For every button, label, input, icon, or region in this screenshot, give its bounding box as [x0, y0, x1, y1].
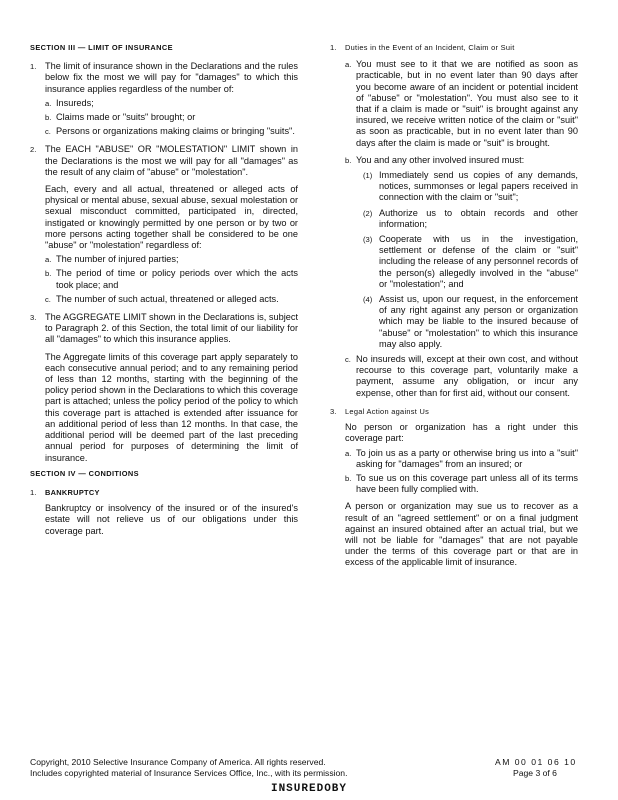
- sub-item: a. You must see to it that we are notified as soon as practicable, but in no event later than 90 days after you become aware of an incident or potential incident of "abuse" or "molestation". You must also see to it that if a claim is made or "suit" is brought against any insured, we receive written notice of the claim or "suit" as soon as practicable, but in no event later than 90 days after the claim is made or "suit" is brought.: [345, 59, 578, 148]
- sub-item: c. The number of such actual, threatened or alleged acts.: [45, 293, 279, 304]
- footer-copyright: [30, 757, 450, 778]
- page-number: Page 3 of 6: [513, 767, 557, 778]
- item-paragraph: A person or organization may sue us to recover as a result of an "agreed settlement" or on a final judgment against an insured obtained after an actual trial, but we will not be liable for "damages" that are not payable under the terms of this coverage part or that are in excess of the applicable limit of insurance.: [345, 501, 578, 568]
- sub-sub-item: (1) Immediately send us copies of any demands, notices, summonses or legal papers received in connection with the claim or "suit";: [363, 170, 578, 203]
- sub-item: c. No insureds will, except at their own cost, and without recourse to this coverage part, voluntarily make a payment, assume any obligation, or incur any expense, other than for first aid, without our consent.: [345, 354, 578, 398]
- item-number: 1.: [330, 43, 337, 52]
- left-column: [30, 42, 298, 541]
- sub-sub-item: (4) Assist us, upon our request, in the enforcement of any right against any person or organization which may be liable to the insured because of "abuse" or "molestation" to which this insurance may also apply.: [363, 294, 578, 349]
- sub-item: b. To sue us on this coverage part unless all of its terms have been fully complied with.: [345, 472, 578, 495]
- copyright-text: Copyright, 2010 Selective Insurance Company of America. All rights reserved.: [30, 757, 326, 767]
- item-paragraph: The Aggregate limits of this coverage part apply separately to each consecutive annual period; and to any remaining period of less than 12 months, starting with the beginning of the policy period shown in the Declarations to which this coverage part is attached; unless the policy period of the policy to which this coverage part is attached is extended after issuance for an additional period of less than 12 months. In that case, the additional period will be deemed part of the last preceding annual period for purposes of determining the limit of insurance.: [45, 351, 298, 463]
- sub-item: a. To join us as a party or otherwise bring us into a "suit" asking for "damages" from an insured; or: [345, 447, 578, 469]
- item-text: The EACH "ABUSE" OR "MOLESTATION" LIMIT shown in the Declarations is the most we will pay for all "damages" as the result of any claim of "abuse" or "molestation".: [45, 144, 298, 177]
- item-heading: BANKRUPTCY: [45, 487, 100, 497]
- item-text: Bankruptcy or insolvency of the insured or of the insured's estate will not relieve us of our obligations under this coverage part.: [45, 503, 298, 536]
- limit-item-3: [30, 312, 298, 464]
- condition-item-duties: [330, 42, 578, 402]
- sub-sub-item: (2) Authorize us to obtain records and other information;: [363, 207, 578, 229]
- limit-item-2: [30, 144, 298, 308]
- right-column: [330, 42, 578, 573]
- item-text: The AGGREGATE LIMIT shown in the Declarations is, subject to Paragraph 2. of this Section, the total limit of our liability for all "damages" to which this insurance applies.: [45, 312, 298, 345]
- item-paragraph: Each, every and all actual, threatened or alleged acts of physical or mental abuse, sexual abuse, sexual molestation or sexual misconduct committed, participated in, directed, instigated or knowingly permitted by one person or by two or more persons acting together shall be considered to be one "abuse" or "molestation" regardless of:: [45, 184, 298, 251]
- sub-item: b. The period of time or policy periods over which the acts took place; and: [45, 268, 298, 290]
- item-number: 3.: [330, 406, 337, 416]
- sub-sub-item: (3) Cooperate with us in the investigation, settlement or defense of the claim or "suit" including the release of any personnel records of the person(s) allegedly involved in the "abuse" or "molestation"; and: [363, 234, 578, 289]
- item-number: 1.: [30, 487, 37, 497]
- item-text: The limit of insurance shown in the Declarations and the rules below fix the most we will pay for "damages" to which this insurance applies regardless of the number of:: [45, 61, 298, 94]
- item-heading: Duties in the Event of an Incident, Claim or Suit: [345, 43, 515, 52]
- item-heading: Legal Action against Us: [345, 406, 430, 416]
- sub-item: a. Insureds;: [45, 97, 94, 108]
- limit-item-1: [30, 61, 298, 140]
- condition-item-1: [30, 487, 298, 537]
- item-text: No person or organization has a right under this coverage part:: [345, 422, 578, 444]
- section-heading: SECTION IV — CONDITIONS: [30, 468, 139, 478]
- iso-text: Includes copyrighted material of Insurance Services Office, Inc., with its permission.: [30, 767, 348, 778]
- watermark-text: INSUREDOBY: [270, 783, 347, 795]
- sub-item: b. You and any other involved insured must:: [345, 154, 525, 165]
- footer-form-info: [495, 757, 595, 778]
- section-heading: SECTION III — LIMIT OF INSURANCE: [30, 43, 173, 52]
- sub-item: b. Claims made or "suits" brought; or: [45, 112, 196, 123]
- sub-item: c. Persons or organizations making claims or bringing "suits".: [45, 126, 295, 137]
- item-number: 3.: [30, 313, 37, 323]
- sub-item: a. The number of injured parties;: [45, 254, 179, 265]
- condition-item-legal-action: [330, 406, 578, 569]
- item-number: 1.: [30, 62, 37, 72]
- item-number: 2.: [30, 145, 37, 155]
- form-code: AM 00 01 06 10: [495, 757, 577, 767]
